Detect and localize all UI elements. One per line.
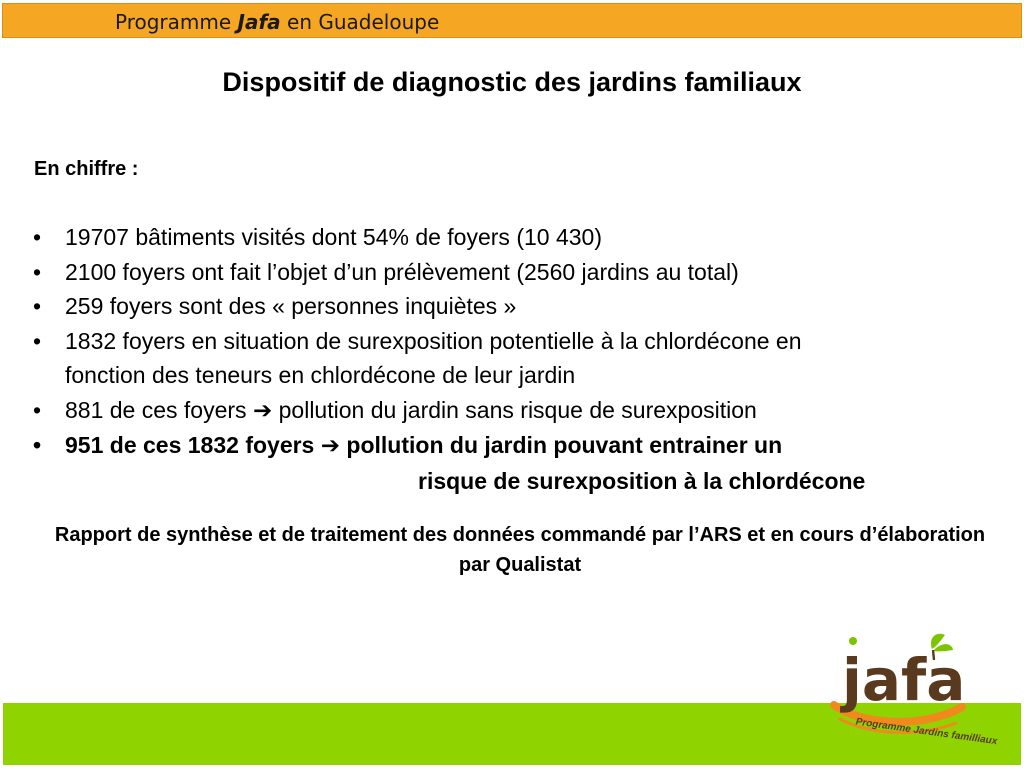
bullet-item: • 2100 foyers ont fait l’objet d’un prélèvement (2560 jardins au total) (0, 255, 1000, 290)
header-prefix: Programme (115, 10, 232, 34)
bullet-item: • 1832 foyers en situation de surexposition potentielle à la chlordécone en fonction des teneurs en chlordécone de leur jardin (0, 324, 1000, 393)
header-band (2, 3, 1022, 38)
jafa-logo (820, 627, 998, 748)
report-note: Rapport de synthèse et de traitement des données commandé par l’ARS et en cours d’élaboration par Qualistat (54, 524, 986, 576)
bullet-item: • 259 foyers sont des « personnes inquiètes » (0, 289, 1000, 324)
header-brand: Jafa (237, 10, 281, 34)
arrow-icon: ➔ (252, 397, 273, 424)
header-title (115, 10, 439, 34)
section-label: En chiffre : (34, 158, 139, 180)
header-suffix: en Guadeloupe (287, 10, 440, 34)
bullet-item: • 881 de ces foyers ➔ pollution du jardin sans risque de surexposition (0, 393, 1000, 429)
svg-text:Programme Jardins familliaux: Programme Jardins familliaux (854, 716, 998, 748)
bullet-item-highlight: • 951 de ces 1832 foyers ➔ pollution du jardin pouvant entrainer un risque de surexposition à la chlordécone (0, 428, 1000, 498)
page-title: Dispositif de diagnostic des jardins familiaux (222, 67, 802, 97)
arrow-icon: ➔ (320, 433, 341, 459)
bullet-item: • 19707 bâtiments visités dont 54% de foyers (10 430) (0, 220, 1000, 255)
svg-text:jafa: jafa (842, 646, 966, 714)
bullet-list (0, 220, 1000, 498)
